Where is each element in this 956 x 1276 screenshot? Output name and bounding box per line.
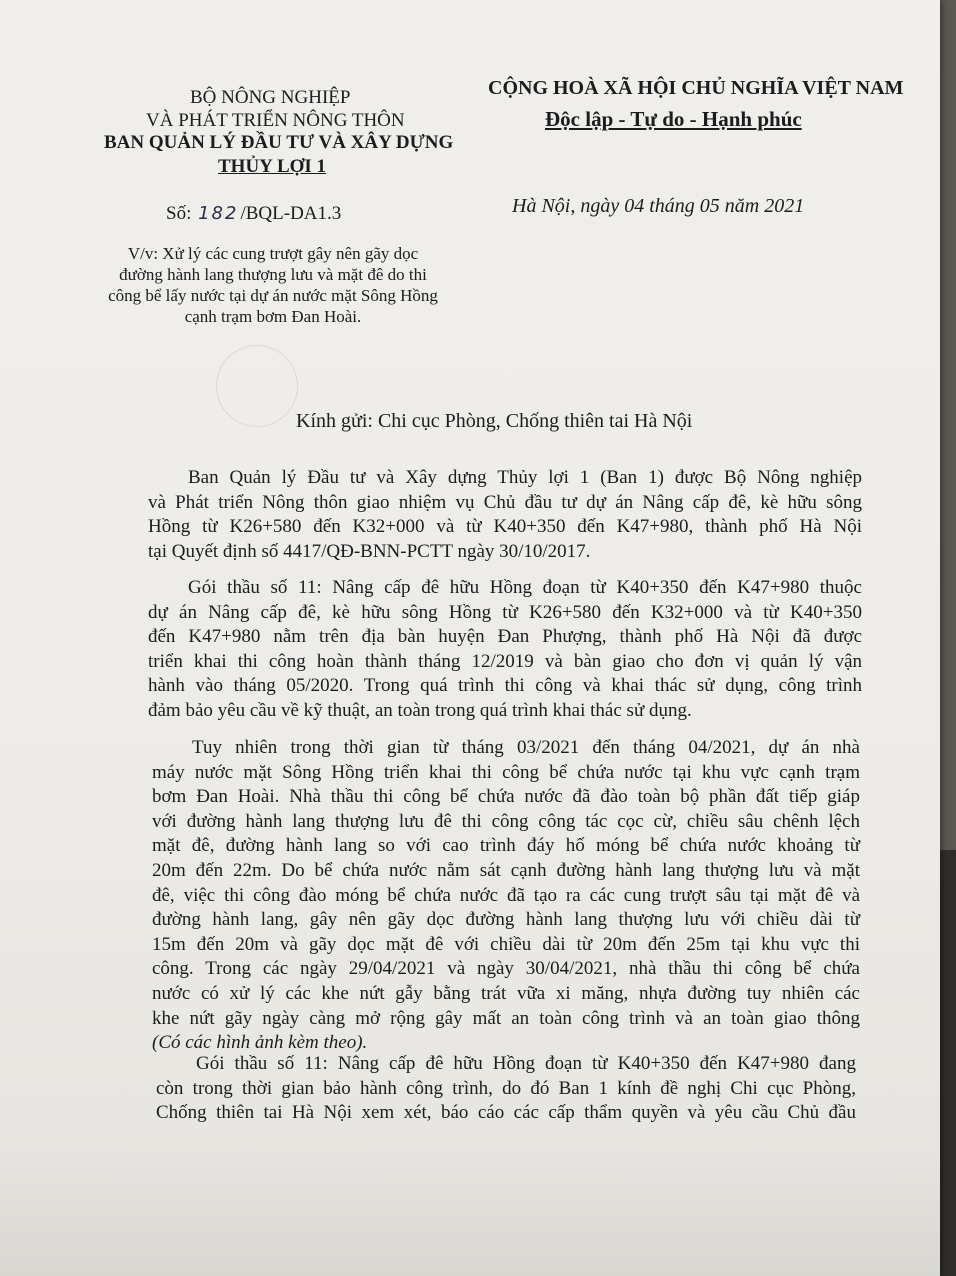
- body-paragraph-3: [152, 736, 860, 1056]
- document-number: [166, 203, 341, 225]
- paragraph-line: mặt đê, đường hành lang so với cao trình đáy hố móng bể chứa nước khoảng từ: [152, 835, 860, 857]
- paragraph-line: Chống thiên tai Hà Nội xem xét, báo cáo các cấp thẩm quyền và yêu cầu Chủ đầu: [156, 1102, 856, 1124]
- national-motto: Độc lập - Tự do - Hạnh phúc: [545, 107, 802, 131]
- paragraph-line: khe nứt gãy ngày càng mở rộng gây mất an toàn công trình và an toàn giao thông: [152, 1007, 860, 1029]
- paragraph-line: tại Quyết định số 4417/QĐ-BNN-PCTT ngày 30/10/2017.: [148, 540, 591, 562]
- paragraph-line-italic-note: (Có các hình ảnh kèm theo).: [152, 1032, 368, 1054]
- subject-block: [88, 243, 458, 327]
- paragraph-line: công. Trong các ngày 29/04/2021 và ngày 30/04/2021, nhà thầu thi công bể chứa: [152, 958, 860, 980]
- paragraph-line: Gói thầu số 11: Nâng cấp đê hữu Hồng đoạn từ K40+350 đến K47+980 thuộc: [188, 577, 862, 598]
- page-shadow: [0, 1140, 940, 1276]
- paragraph-line: dự án Nâng cấp đê, kè hữu sông Hồng từ K26+580 đến K32+000 và từ K40+350: [148, 601, 862, 623]
- faded-stamp-mark: [216, 345, 298, 427]
- agency-name-line1: BAN QUẢN LÝ ĐẦU TƯ VÀ XÂY DỰNG: [104, 132, 454, 153]
- body-paragraph-4: [156, 1052, 856, 1126]
- body-paragraph-1: [148, 466, 862, 564]
- subject-line: V/v: Xử lý các cung trượt gây nên gãy dọc: [127, 244, 419, 263]
- ministry-name-line1: BỘ NÔNG NGHIỆP: [190, 87, 351, 108]
- paragraph-line: còn trong thời gian bảo hành công trình, do đó Ban 1 kính đề nghị Chi cục Phòng,: [156, 1077, 856, 1099]
- subject-line: công bể lấy nước tại dự án nước mặt Sông Hồng: [108, 286, 438, 305]
- country-name: CỘNG HOÀ XÃ HỘI CHỦ NGHĨA VIỆT NAM: [488, 77, 904, 99]
- paragraph-line: bơm Đan Hoài. Nhà thầu thi công bể chứa nước đã đào toàn bộ phần đất tiếp giáp: [152, 786, 860, 808]
- paragraph-line: với đường hành lang thượng lưu đê thi công công tác cọc cừ, chiều sâu chênh lệch: [152, 810, 860, 832]
- paragraph-line: Tuy nhiên trong thời gian từ tháng 03/2021 đến tháng 04/2021, dự án nhà: [192, 737, 860, 758]
- doc-number-suffix: /BQL-DA1.3: [240, 203, 342, 224]
- paragraph-line: đê, việc thi công đào móng bể chứa nước đã tạo ra các cung trượt sâu tại mặt đê và: [152, 884, 860, 906]
- body-paragraph-2: [148, 576, 862, 724]
- subject-line: cạnh trạm bơm Đan Hoài.: [184, 307, 362, 326]
- paragraph-line: Gói thầu số 11: Nâng cấp đê hữu Hồng đoạn từ K40+350 đến K47+980 đang: [196, 1053, 856, 1074]
- paragraph-line: đảm bảo yêu cầu về kỹ thuật, an toàn trong quá trình khai thác sử dụng.: [148, 699, 692, 721]
- paragraph-line: triển khai thi công hoàn thành tháng 12/2019 và bàn giao cho đơn vị quản lý vận: [148, 650, 862, 672]
- paragraph-line: và Phát triển Nông thôn giao nhiệm vụ Chủ đầu tư dự án Nâng cấp đê, kè hữu sông: [148, 491, 862, 513]
- subject-line: đường hành lang thượng lưu và mặt đê do thi: [119, 265, 427, 284]
- paragraph-line: hành vào tháng 05/2020. Trong quá trình thi công và khai thác sử dụng, công trình: [148, 675, 862, 697]
- date-line: Hà Nội, ngày 04 tháng 05 năm 2021: [512, 195, 805, 217]
- paragraph-line: 15m đến 20m và gãy dọc mặt đê với chiều dài từ 20m đến 25m tại khu vực thi: [152, 933, 860, 955]
- paragraph-line: nước có xử lý các khe nứt gẫy bằng trát vữa xi măng, nhựa đường tuy nhiên các: [152, 982, 860, 1004]
- paragraph-line: đến K47+980 nằm trên địa bàn huyện Đan Phượng, thành phố Hà Nội đã được: [148, 626, 862, 648]
- paragraph-line: Hồng từ K26+580 đến K32+000 và từ K40+350 đến K47+980, thành phố Hà Nội: [148, 516, 862, 538]
- paragraph-line: máy nước mặt Sông Hồng triển khai thi công bể chứa nước tại khu vực cạnh trạm: [152, 761, 860, 783]
- ministry-name-line2: VÀ PHÁT TRIỂN NÔNG THÔN: [146, 110, 405, 131]
- agency-name-line2: THỦY LỢI 1: [218, 156, 327, 177]
- recipient-line: Kính gửi: Chi cục Phòng, Chống thiên tai Hà Nội: [296, 410, 693, 432]
- paragraph-line: Ban Quản lý Đầu tư và Xây dựng Thủy lợi 1 (Ban 1) được Bộ Nông nghiệp: [188, 467, 862, 488]
- paragraph-line: đường hành lang, gây nên gãy dọc đường hành lang thượng lưu với chiều dài từ: [152, 909, 860, 931]
- doc-number-prefix: Số:: [166, 203, 192, 224]
- doc-number-handwritten: 182: [198, 203, 239, 224]
- paragraph-line: 20m đến 22m. Do bể chứa nước nằm sát cạnh đường hành lang thượng lưu và mặt: [152, 859, 860, 881]
